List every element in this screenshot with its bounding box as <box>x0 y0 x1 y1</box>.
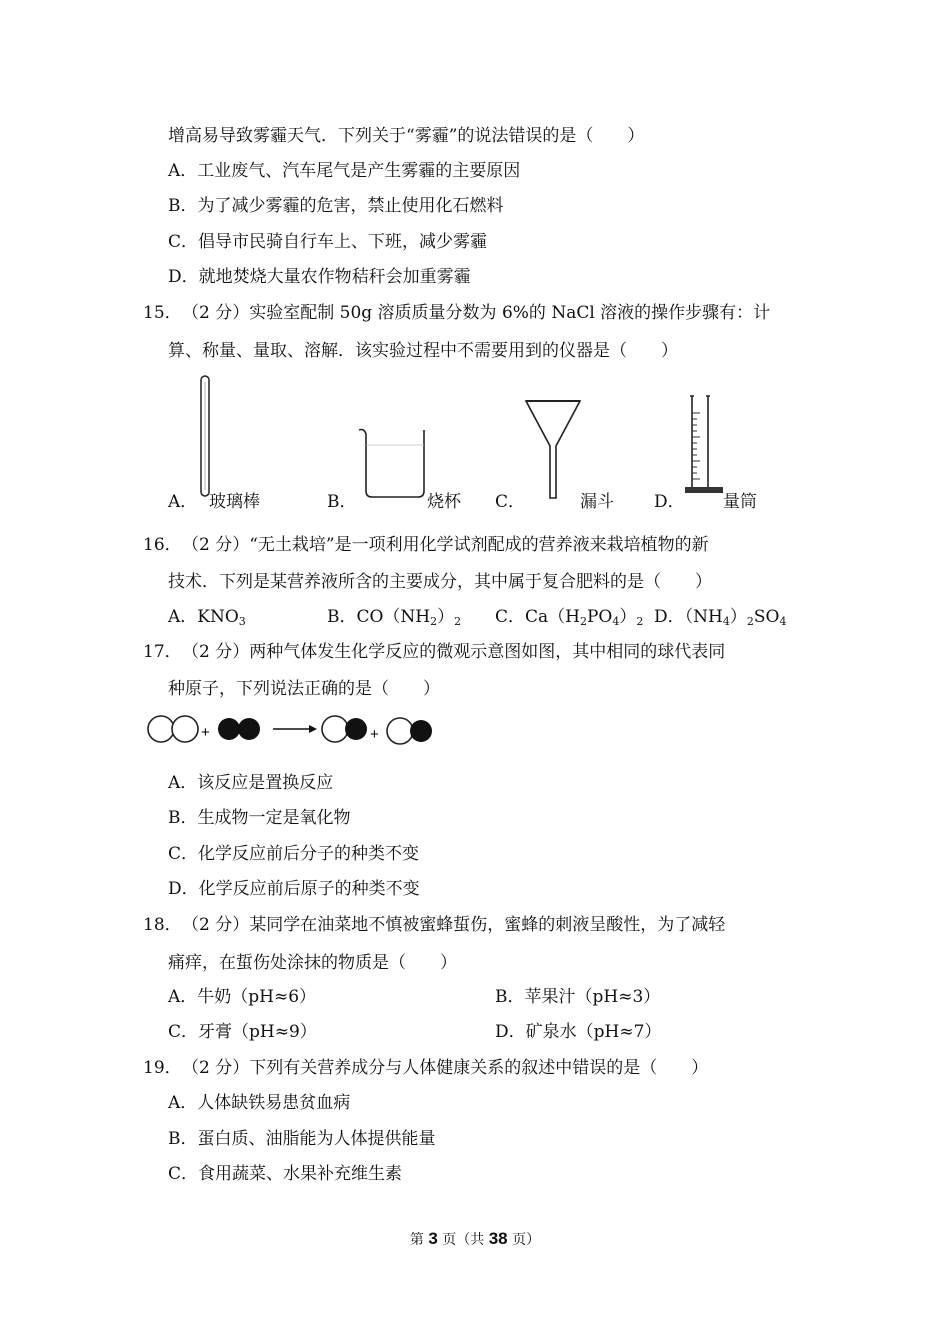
q16-option-b[interactable]: B．$CO(NH_2)_2$ <box>327 607 462 628</box>
reactant-white-molecule <box>148 716 198 742</box>
glass-rod-figure <box>197 374 213 498</box>
plus-sign-2: + <box>370 726 379 743</box>
q15-number: 15． <box>143 303 182 323</box>
q15-option-c-letter[interactable]: C． <box>495 492 526 512</box>
reaction-diagram <box>143 712 435 752</box>
reaction-arrow <box>273 725 317 733</box>
q14-option-c[interactable]: C．倡导市民骑自行车上、下班，减少雾霾 <box>168 232 488 252</box>
q15-option-c-label: 漏斗 <box>580 492 614 512</box>
q17-option-d[interactable]: D．化学反应前后原子的种类不变 <box>168 879 420 899</box>
q15-option-d-letter[interactable]: D． <box>654 492 685 512</box>
product-molecule-2 <box>387 718 432 744</box>
q18-option-a[interactable]: A．牛奶（pH≈6） <box>168 987 317 1007</box>
q18-stem-line2: 痛痒，在蜇伤处涂抹的物质是（ ） <box>168 953 457 973</box>
q19-option-a[interactable]: A．人体缺铁易患贫血病 <box>168 1093 351 1113</box>
q16-option-a[interactable]: A．$KNO_3$ <box>168 607 246 628</box>
q15-option-a-label: 玻璃棒 <box>209 492 260 512</box>
q18-option-b[interactable]: B．苹果汁（pH≈3） <box>495 987 661 1007</box>
q18-number: 18． <box>143 915 182 935</box>
q14-stem-tail: 增高易导致雾霾天气．下列关于“雾霾”的说法错误的是（ ） <box>168 126 645 146</box>
current-page: 3 <box>428 1229 438 1248</box>
q18-stem-line1: （2 分）某同学在油菜地不慎被蜜蜂蜇伤，蜜蜂的刺液呈酸性，为了减轻 <box>182 915 726 935</box>
q15-option-b-letter[interactable]: B． <box>327 492 357 512</box>
q17-stem-line2: 种原子，下列说法正确的是（ ） <box>168 679 440 699</box>
q15-option-d-label: 量筒 <box>723 492 757 512</box>
q19-option-c[interactable]: C．食用蔬菜、水果补充维生素 <box>168 1164 403 1184</box>
q15-stem-line2: 算、称量、量取、溶解．该实验过程中不需要用到的仪器是（ ） <box>168 341 678 361</box>
q17-option-c[interactable]: C．化学反应前后分子的种类不变 <box>168 844 420 864</box>
q19-number: 19． <box>143 1058 182 1078</box>
funnel-figure <box>523 398 583 502</box>
q17-option-a[interactable]: A．该反应是置换反应 <box>168 773 334 793</box>
graduated-cylinder-figure <box>684 393 724 499</box>
q17-number: 17． <box>143 642 182 662</box>
q14-option-a[interactable]: A．工业废气、汽车尾气是产生雾霾的主要原因 <box>168 161 521 181</box>
q15-option-b-label: 烧杯 <box>427 492 461 512</box>
q19-stem-line1: （2 分）下列有关营养成分与人体健康关系的叙述中错误的是（ ） <box>182 1058 709 1078</box>
q18-option-d[interactable]: D．矿泉水（pH≈7） <box>495 1022 662 1042</box>
plus-sign-1: + <box>201 724 210 741</box>
q16-stem-line1: （2 分）“无土栽培”是一项利用化学试剂配成的营养液来栽培植物的新 <box>182 535 709 555</box>
q15-stem-line1: （2 分）实验室配制 50g 溶质质量分数为 6%的 NaCl 溶液的操作步骤有：计 <box>182 303 771 323</box>
q18-option-c[interactable]: C．牙膏（pH≈9） <box>168 1022 317 1042</box>
q16-option-c[interactable]: C．$Ca(H_2PO_4)_2$ <box>495 607 644 628</box>
page-footer: 第 3 页（共 38 页） <box>409 1229 541 1248</box>
q17-stem-line1: （2 分）两种气体发生化学反应的微观示意图如图，其中相同的球代表同 <box>182 642 726 662</box>
q14-option-d[interactable]: D．就地焚烧大量农作物秸秆会加重雾霾 <box>168 267 471 287</box>
q19-option-b[interactable]: B．蛋白质、油脂能为人体提供能量 <box>168 1129 436 1149</box>
q15-option-a-letter[interactable]: A． <box>168 492 198 512</box>
q14-option-b[interactable]: B．为了减少雾霾的危害，禁止使用化石燃料 <box>168 196 504 216</box>
q16-number: 16． <box>143 535 182 555</box>
total-pages: 38 <box>488 1229 508 1248</box>
beaker-figure <box>356 425 432 501</box>
q17-option-b[interactable]: B．生成物一定是氧化物 <box>168 808 351 828</box>
product-molecule-1 <box>322 716 367 742</box>
q16-stem-line2: 技术．下列是某营养液所含的主要成分，其中属于复合肥料的是（ ） <box>168 572 712 592</box>
q16-option-d[interactable]: D．$(NH_4)_2SO_4$ <box>654 607 787 628</box>
reactant-black-molecule <box>218 718 260 740</box>
